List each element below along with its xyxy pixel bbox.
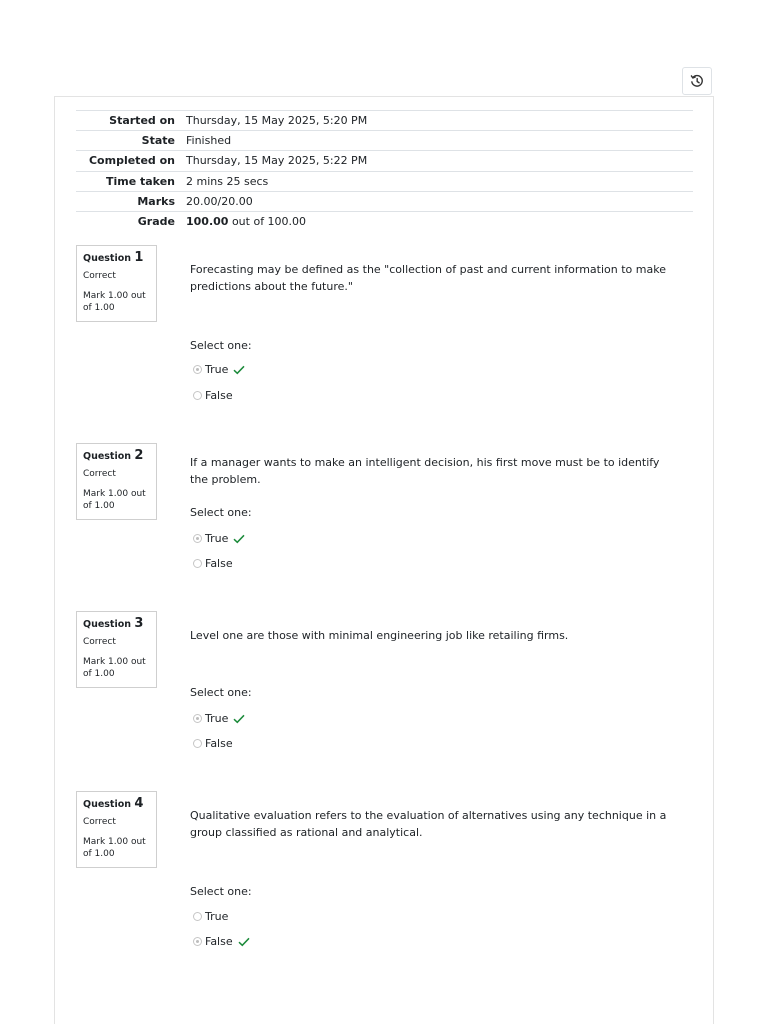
summary-label: Time taken (76, 171, 186, 191)
summary-label: State (76, 131, 186, 151)
summary-label: Grade (76, 211, 186, 231)
answer-option-false[interactable] (193, 737, 233, 750)
summary-row-state (76, 131, 693, 151)
answer-option-true[interactable] (193, 363, 245, 376)
option-label: False (205, 557, 233, 570)
question-text: Qualitative evaluation refers to the evaluation of alternatives using any technique in a group classified as rational and analytical. (190, 809, 667, 839)
summary-row-started-on (76, 111, 693, 131)
answer-option-true[interactable] (193, 532, 245, 545)
attempt-summary-table (76, 110, 693, 232)
option-label: True (205, 712, 229, 725)
summary-label: Marks (76, 191, 186, 211)
question-mark: Mark 1.00 out of 1.00 (83, 489, 146, 511)
select-one-prompt: Select one: (190, 339, 252, 352)
option-label: True (205, 532, 229, 545)
question-number: Question 1 (83, 250, 144, 265)
question-number: Question 4 (83, 796, 144, 811)
radio-button[interactable] (193, 391, 202, 400)
check-icon (238, 937, 250, 947)
quiz-review-panel (54, 96, 714, 1024)
question-state: Correct (83, 817, 116, 827)
question-text: Level one are those with minimal engineering job like retailing firms. (190, 629, 569, 642)
radio-button[interactable] (193, 937, 202, 946)
question-text: If a manager wants to make an intelligent decision, his first move must be to identify the problem. (190, 456, 660, 486)
question-info-4 (76, 791, 157, 868)
question-mark: Mark 1.00 out of 1.00 (83, 291, 146, 313)
check-icon (233, 714, 245, 724)
answer-option-false[interactable] (193, 557, 233, 570)
radio-button[interactable] (193, 714, 202, 723)
question-mark: Mark 1.00 out of 1.00 (83, 657, 146, 679)
summary-value: 20.00/20.00 (186, 191, 693, 211)
summary-row-completed-on (76, 151, 693, 171)
question-mark: Mark 1.00 out of 1.00 (83, 837, 146, 859)
summary-value (186, 211, 693, 231)
option-label: True (205, 910, 229, 923)
answer-option-false[interactable] (193, 389, 233, 402)
check-icon (233, 534, 245, 544)
radio-button[interactable] (193, 365, 202, 374)
radio-button[interactable] (193, 559, 202, 568)
question-number: Question 3 (83, 616, 144, 631)
summary-value: 2 mins 25 secs (186, 171, 693, 191)
question-info-2 (76, 443, 157, 520)
answer-option-true[interactable] (193, 910, 228, 923)
summary-value: Thursday, 15 May 2025, 5:22 PM (186, 151, 693, 171)
select-one-prompt: Select one: (190, 506, 252, 519)
radio-button[interactable] (193, 534, 202, 543)
radio-button[interactable] (193, 912, 202, 921)
option-label: False (205, 389, 233, 402)
grade-out-of: out of 100.00 (228, 215, 307, 229)
history-icon (690, 74, 704, 88)
question-info-1 (76, 245, 157, 322)
summary-row-grade (76, 211, 693, 231)
review-history-button[interactable] (682, 67, 712, 95)
question-info-3 (76, 611, 157, 688)
option-label: False (205, 737, 233, 750)
summary-row-marks (76, 191, 693, 211)
summary-value: Thursday, 15 May 2025, 5:20 PM (186, 111, 693, 131)
select-one-prompt: Select one: (190, 686, 252, 699)
question-state: Correct (83, 469, 116, 479)
summary-label: Started on (76, 111, 186, 131)
option-label: False (205, 935, 233, 948)
question-state: Correct (83, 637, 116, 647)
option-label: True (205, 363, 229, 376)
select-one-prompt: Select one: (190, 885, 252, 898)
answer-option-true[interactable] (193, 712, 245, 725)
summary-label: Completed on (76, 151, 186, 171)
question-text: Forecasting may be defined as the "collection of past and current information to make predictions about the future." (190, 263, 666, 293)
summary-value: Finished (186, 131, 693, 151)
answer-option-false[interactable] (193, 935, 250, 948)
check-icon (233, 365, 245, 375)
radio-button[interactable] (193, 739, 202, 748)
question-state: Correct (83, 271, 116, 281)
question-number: Question 2 (83, 448, 144, 463)
summary-row-time-taken (76, 171, 693, 191)
grade-score: 100.00 (186, 215, 229, 229)
